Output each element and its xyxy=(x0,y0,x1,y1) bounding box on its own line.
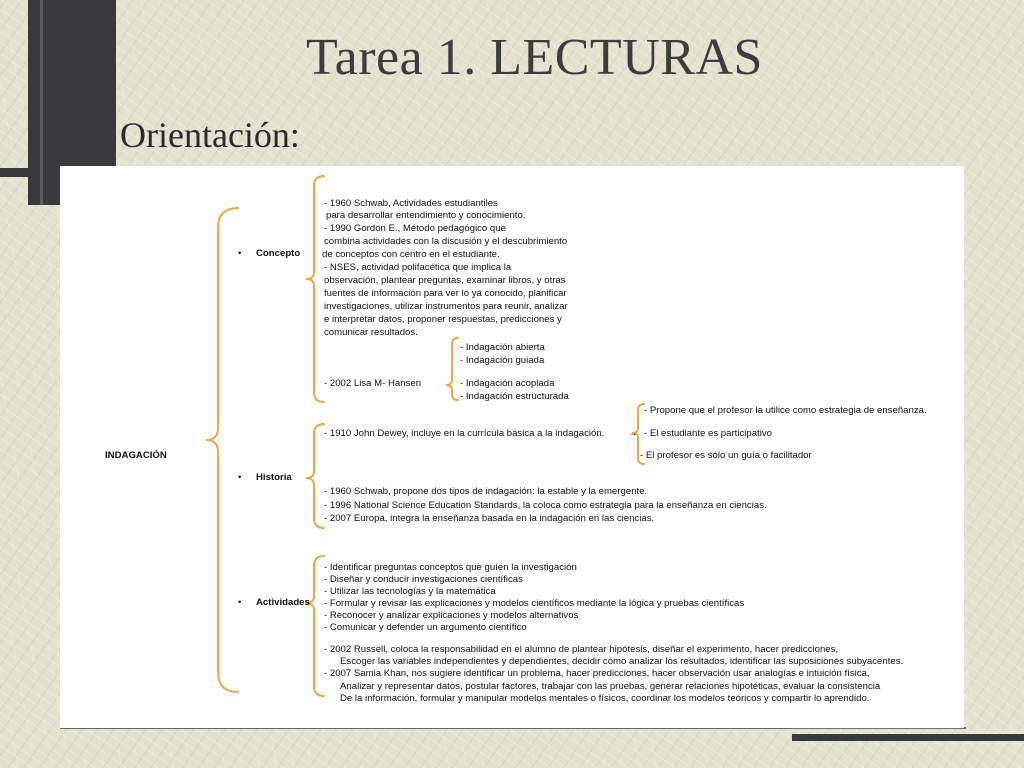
historia-line: - 1960 Schwab, propone dos tipos de indagación: la estable y la emergente. xyxy=(324,486,648,497)
concepto-line: combina actividades con la discusión y el descubrimiento xyxy=(324,236,568,247)
bullet-icon: • xyxy=(238,597,242,608)
bullet-icon: • xyxy=(238,248,242,259)
concepto-line: e interpretar datos, proponer respuestas, predicciones y xyxy=(324,314,562,325)
actividades-line: De la información, formular y manipular modelos mentales o físicos, coordinar los modelos teóricos y compartir lo aprendido. xyxy=(340,693,870,704)
slide-title: Tarea 1. LECTURAS xyxy=(306,29,763,86)
actividades-line: - 2007 Samia Khan, nos sugiere identificar un problema, hacer predicciones, hacer observación usar analogías e intuición física, xyxy=(324,668,870,679)
hansen-type: - Indagación abierta xyxy=(460,342,545,353)
concepto-line: de conceptos con centro en el estudiante. xyxy=(322,249,500,260)
main-brace xyxy=(206,208,238,692)
historia-brace xyxy=(306,424,324,528)
hansen-type: - Indagación guiada xyxy=(460,355,545,366)
concepto-line: observación, plantear preguntas, examinar libros, y otras xyxy=(324,275,566,286)
branch-label-historia: Historia xyxy=(256,472,292,483)
concepto-line: comunicar resultados. xyxy=(324,327,418,338)
historia-dewey: - 1910 John Dewey, incluye en la currícula básica a la indagación. xyxy=(324,428,605,439)
branch-label-actividades: Actividades xyxy=(256,597,310,608)
dewey-point: - El profesor es sólo un guía o facilitador xyxy=(640,450,812,461)
decorative-bottom-rule xyxy=(792,734,1024,741)
concept-map xyxy=(60,166,964,728)
actividades-line: - Formular y revisar las explicaciones y modelos científicos mediante la lógica y pruebas científicas xyxy=(324,598,745,609)
decorative-left-rule xyxy=(0,168,28,177)
concepto-line: fuentes de información para ver lo ya conocido, planificar xyxy=(324,288,567,299)
dewey-point: - Propone que el profesor la utilice como estrategia de enseñanza. xyxy=(644,405,927,416)
hansen-brace xyxy=(446,338,458,400)
bullet-icon: • xyxy=(238,472,242,483)
concepto-line: - NSES, actividad polifacética que implica la xyxy=(324,262,512,273)
concepto-line: investigaciones, utilizar instrumentos para reunir, analizar xyxy=(324,301,568,312)
actividades-line: - Identificar preguntas conceptos que guíen la investigación xyxy=(324,562,577,573)
decorative-bar-stripe xyxy=(40,0,43,205)
hansen-type: - Indagación acoplada xyxy=(460,378,555,389)
hansen-type: - Indagación estructurada xyxy=(460,391,569,402)
concepto-brace xyxy=(306,176,324,402)
historia-line: - 2007 Europa, integra la enseñanza basada en la indagación en las ciencias. xyxy=(324,513,655,524)
arrow-right-icon: → xyxy=(628,428,638,439)
concepto-line: - 1960 Schwab, Actividades estudiantiles xyxy=(324,198,498,209)
actividades-line: Escoger las variables independientes y dependientes, decidir cómo analizar los resultados, identificar las suposiciones subyacentes. xyxy=(340,656,904,667)
branch-label-concepto: Concepto xyxy=(256,248,301,259)
slide-subtitle: Orientación: xyxy=(120,115,300,155)
actividades-brace xyxy=(306,556,324,696)
actividades-line: - Diseñar y conducir investigaciones científicas xyxy=(324,574,523,585)
root-node: INDAGACIÓN xyxy=(105,450,167,461)
actividades-line: Analizar y representar datos, postular factores, trabajar con las pruebas, generar relaciones hipotéticas, evaluar la consistencia xyxy=(340,681,881,692)
actividades-line: - Utilizar las tecnologías y la matemática xyxy=(324,586,496,597)
dewey-point: - El estudiante es participativo xyxy=(644,428,772,439)
hansen-line: - 2002 Lisa M- Hansen xyxy=(324,378,422,389)
actividades-line: - Comunicar y defender un argumento científico xyxy=(324,622,527,633)
concepto-line: para desarrollar entendimiento y conocimiento. xyxy=(326,210,526,221)
actividades-line: - Reconocer y analizar explicaciones y modelos alternativos xyxy=(324,610,579,621)
concepto-line: - 1990 Gordon E., Método pedagógico que xyxy=(324,223,506,234)
actividades-line: - 2002 Russell, coloca la responsabilidad en el alumno de plantear hipótesis, diseñar el experimento, hacer predicciones, xyxy=(324,644,839,655)
historia-line: - 1996 National Science Education Standards, la coloca como estrategia para la enseñanza en ciencias. xyxy=(324,500,767,511)
